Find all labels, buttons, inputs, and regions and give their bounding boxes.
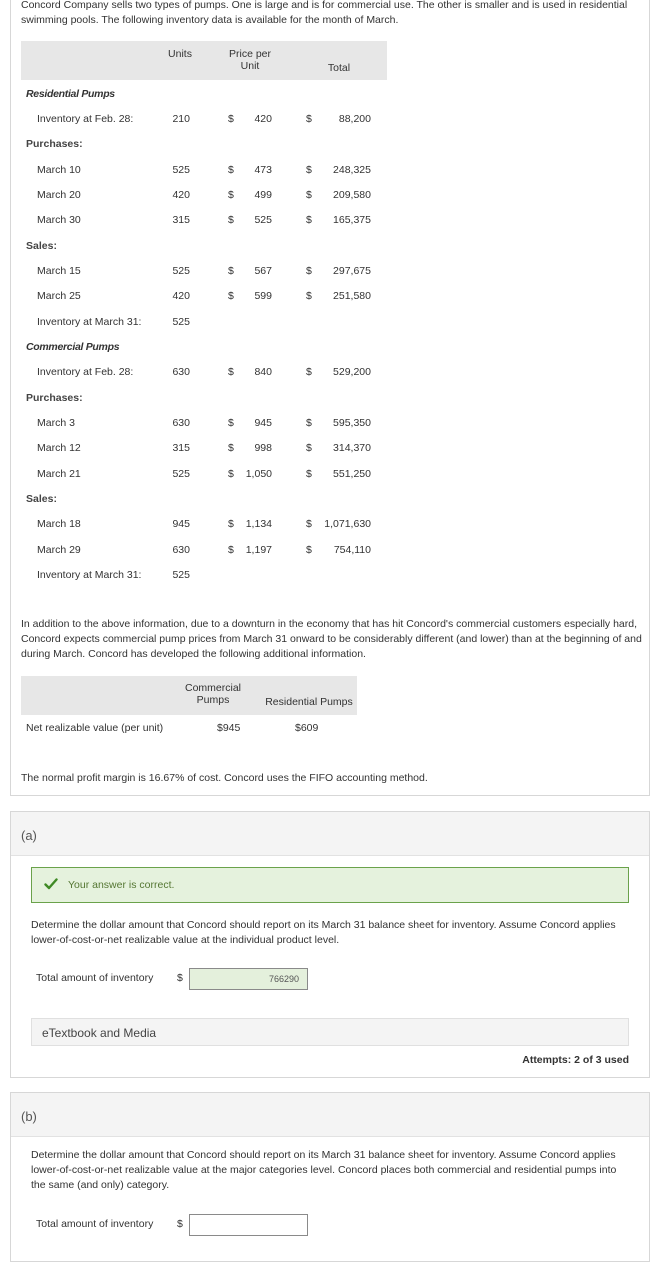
units-cell: 210 <box>172 113 190 125</box>
total-cell: 251,580 <box>333 290 371 302</box>
row-label: Inventory at Feb. 28: <box>37 113 134 125</box>
price-cell: 420 <box>254 113 272 125</box>
total-currency: $ <box>306 164 312 176</box>
total-cell: 165,375 <box>333 214 371 226</box>
part-a-question: Determine the dollar amount that Concord should report on its March 31 balance sheet for inventory. Assume Concord applies lower-of-cost-or-net realizable value at the individual product level. <box>31 919 616 946</box>
row-label: Inventory at March 31: <box>37 569 142 581</box>
etextbook-media-link[interactable] <box>31 1018 629 1046</box>
subsection-label: Sales: <box>26 240 57 252</box>
correct-message: Your answer is correct. <box>68 879 175 891</box>
total-currency: $ <box>306 265 312 277</box>
header-total: Total <box>327 62 351 74</box>
part-b-question: Determine the dollar amount that Concord should report on its March 31 balance sheet for inventory. Assume Concord applies lower-of-cost-or-net realizable value at the major categories level. Concord places both commercial and residential pumps into the same (and only) category. <box>31 1149 617 1191</box>
section-title: Commercial Pumps <box>26 341 120 353</box>
units-cell: 630 <box>172 366 190 378</box>
total-cell: 754,110 <box>333 544 371 556</box>
row-label: Inventory at March 31: <box>37 316 142 328</box>
price-cell: 599 <box>254 290 272 302</box>
header-units: Units <box>168 48 192 60</box>
units-cell: 945 <box>172 518 190 530</box>
total-cell: 297,675 <box>333 265 371 277</box>
subsection-label: Purchases: <box>26 138 83 150</box>
nrv-residential-value: $609 <box>295 722 319 734</box>
header-price-per-unit: Price per Unit <box>228 48 271 72</box>
units-cell: 525 <box>172 316 190 328</box>
total-cell: 209,580 <box>333 189 371 201</box>
total-cell: 551,250 <box>333 468 371 480</box>
units-cell: 525 <box>172 164 190 176</box>
total-cell: 529,200 <box>333 366 371 378</box>
units-cell: 525 <box>172 265 190 277</box>
part-b-input-label: Total amount of inventory <box>36 1218 154 1230</box>
total-currency: $ <box>306 544 312 556</box>
total-currency: $ <box>306 113 312 125</box>
part-b-box <box>10 1092 650 1262</box>
subsection-label: Sales: <box>26 493 57 505</box>
units-cell: 525 <box>172 569 190 581</box>
section-title: Residential Pumps <box>26 88 115 100</box>
total-currency: $ <box>306 417 312 429</box>
intro-text: Concord Company sells two types of pumps. One is large and is for commercial use. The other is smaller and is used in residential swimming pools. The following inventory data is available for the month of March. <box>21 0 628 26</box>
price-currency: $ <box>228 417 234 429</box>
nrv-table-header <box>21 676 357 715</box>
row-label: March 21 <box>37 468 81 480</box>
row-label: March 25 <box>37 290 81 302</box>
price-cell: 1,197 <box>245 544 272 556</box>
total-cell: 595,350 <box>333 417 371 429</box>
price-cell: 525 <box>254 214 272 226</box>
nrv-commercial-value: $945 <box>217 722 241 734</box>
price-currency: $ <box>228 164 234 176</box>
part-b-currency: $ <box>177 1218 183 1230</box>
row-label: March 3 <box>37 417 75 429</box>
row-label: March 30 <box>37 214 81 226</box>
part-b-letter: (b) <box>21 1109 37 1124</box>
total-currency: $ <box>306 468 312 480</box>
part-b-header <box>11 1093 649 1137</box>
part-a-letter: (a) <box>21 828 37 843</box>
price-currency: $ <box>228 518 234 530</box>
price-currency: $ <box>228 214 234 226</box>
price-cell: 1,050 <box>245 468 272 480</box>
row-label: Inventory at Feb. 28: <box>37 366 134 378</box>
checkmark-icon <box>44 877 58 891</box>
part-a-header <box>11 812 649 856</box>
row-label: March 15 <box>37 265 81 277</box>
nrv-row-label: Net realizable value (per unit) <box>26 722 164 734</box>
price-currency: $ <box>228 544 234 556</box>
etextbook-label: eTextbook and Media <box>42 1026 157 1040</box>
total-currency: $ <box>306 442 312 454</box>
total-currency: $ <box>306 189 312 201</box>
price-currency: $ <box>228 189 234 201</box>
units-cell: 315 <box>172 214 190 226</box>
price-currency: $ <box>228 290 234 302</box>
price-currency: $ <box>228 113 234 125</box>
units-cell: 630 <box>172 417 190 429</box>
units-cell: 420 <box>172 290 190 302</box>
price-currency: $ <box>228 366 234 378</box>
price-cell: 473 <box>254 164 272 176</box>
price-cell: 840 <box>254 366 272 378</box>
part-a-input-label: Total amount of inventory <box>36 972 154 984</box>
price-currency: $ <box>228 265 234 277</box>
part-a-currency: $ <box>177 972 183 984</box>
profit-margin-note: The normal profit margin is 16.67% of cost. Concord uses the FIFO accounting method. <box>21 772 428 784</box>
total-currency: $ <box>306 518 312 530</box>
part-a-inventory-input[interactable] <box>189 968 308 990</box>
total-cell: 248,325 <box>333 164 371 176</box>
row-label: March 18 <box>37 518 81 530</box>
row-label: March 10 <box>37 164 81 176</box>
price-cell: 567 <box>254 265 272 277</box>
total-currency: $ <box>306 366 312 378</box>
total-cell: 314,370 <box>333 442 371 454</box>
total-cell: 88,200 <box>338 113 371 125</box>
units-cell: 315 <box>172 442 190 454</box>
row-label: March 29 <box>37 544 81 556</box>
row-label: March 20 <box>37 189 81 201</box>
header-commercial-pumps: Commercial Pumps <box>184 682 241 706</box>
price-cell: 499 <box>254 189 272 201</box>
part-a-box <box>10 811 650 1078</box>
attempts-counter: Attempts: 2 of 3 used <box>522 1054 629 1066</box>
price-cell: 1,134 <box>245 518 272 530</box>
inventory-table-header <box>21 41 387 80</box>
header-residential-pumps: Residential Pumps <box>265 696 353 708</box>
row-label: March 12 <box>37 442 81 454</box>
total-cell: 1,071,630 <box>324 518 371 530</box>
total-currency: $ <box>306 290 312 302</box>
total-currency: $ <box>306 214 312 226</box>
part-b-inventory-input[interactable] <box>189 1214 308 1236</box>
price-cell: 945 <box>254 417 272 429</box>
subsection-label: Purchases: <box>26 392 83 404</box>
units-cell: 525 <box>172 468 190 480</box>
correct-answer-banner <box>31 867 629 903</box>
price-cell: 998 <box>254 442 272 454</box>
additional-info-text: In addition to the above information, due to a downturn in the economy that has hit Concord's commercial customers especially hard, Concord expects commercial pump prices from March 31 onward to be considerably different (and lower) than at the beginning of and during March. Concord has developed the following additional information. <box>21 618 642 660</box>
price-currency: $ <box>228 468 234 480</box>
price-currency: $ <box>228 442 234 454</box>
units-cell: 420 <box>172 189 190 201</box>
units-cell: 630 <box>172 544 190 556</box>
